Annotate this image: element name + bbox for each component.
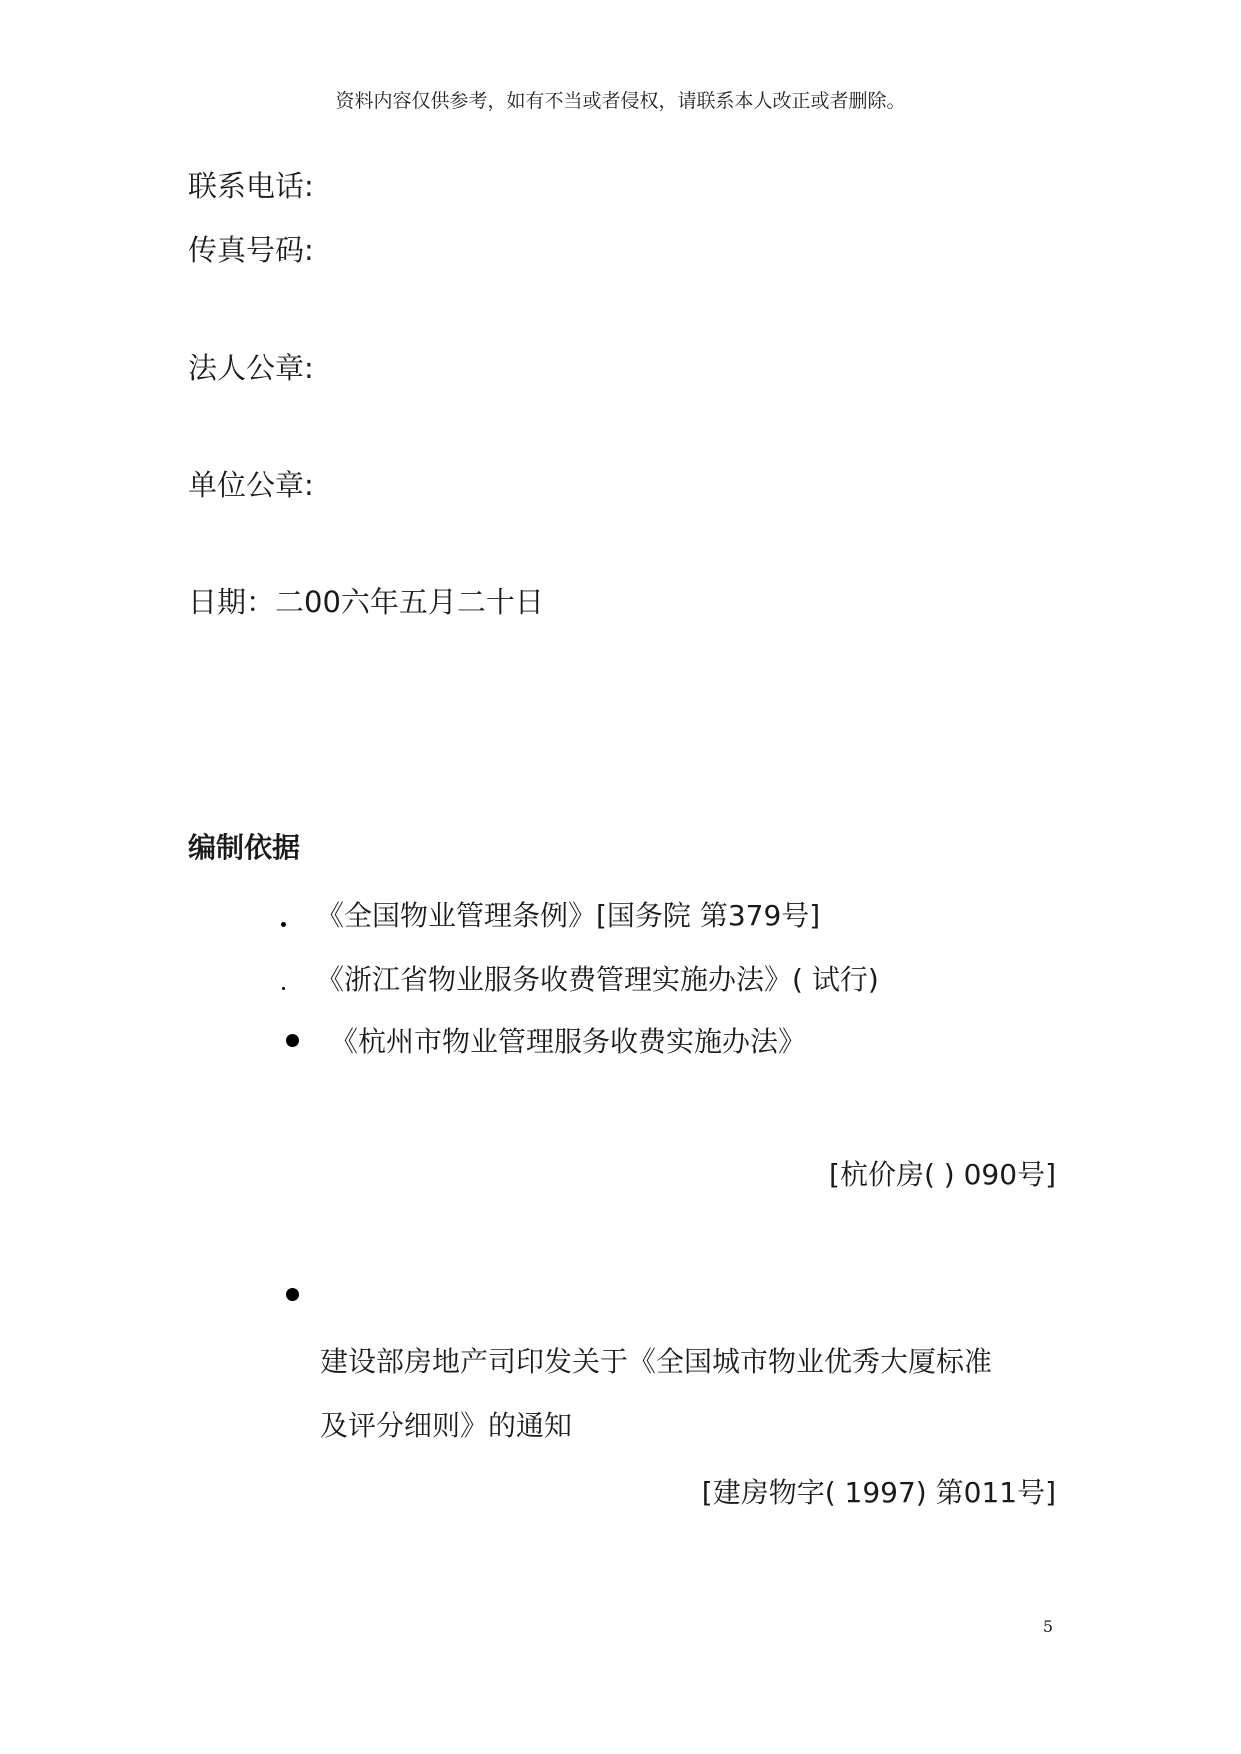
legal-seal-label: 法人公章: bbox=[188, 351, 314, 385]
basis-heading: 编制依据 bbox=[188, 831, 301, 864]
page-number: 5 bbox=[1042, 1617, 1053, 1636]
bullet-dot bbox=[281, 922, 286, 927]
date-line: 日期：二00六年五月二十日 bbox=[188, 585, 544, 619]
basis-item-ref: [杭价房( ) 090号] bbox=[829, 1158, 1056, 1191]
basis-item-line1: 建设部房地产司印发关于《全国城市物业优秀大厦标准 bbox=[320, 1345, 993, 1378]
unit-seal-label: 单位公章: bbox=[188, 468, 314, 502]
basis-item: 《全国物业管理条例》[国务院 第379号] bbox=[316, 899, 821, 932]
bullet-dot bbox=[282, 987, 285, 990]
fax-label: 传真号码: bbox=[188, 233, 314, 267]
bullet-dot bbox=[286, 1034, 299, 1047]
bullet-dot bbox=[286, 1288, 299, 1301]
basis-item-line2: 及评分细则》的通知 bbox=[320, 1409, 573, 1442]
basis-item-ref: [建房物字( 1997) 第011号] bbox=[701, 1476, 1056, 1509]
disclaimer-header: 资料内容仅供参考，如有不当或者侵权，请联系本人改正或者删除。 bbox=[335, 90, 906, 112]
basis-item: 《浙江省物业服务收费管理实施办法》( 试行) bbox=[316, 963, 879, 996]
basis-item: 《杭州市物业管理服务收费实施办法》 bbox=[330, 1025, 807, 1058]
phone-label: 联系电话: bbox=[188, 169, 314, 203]
